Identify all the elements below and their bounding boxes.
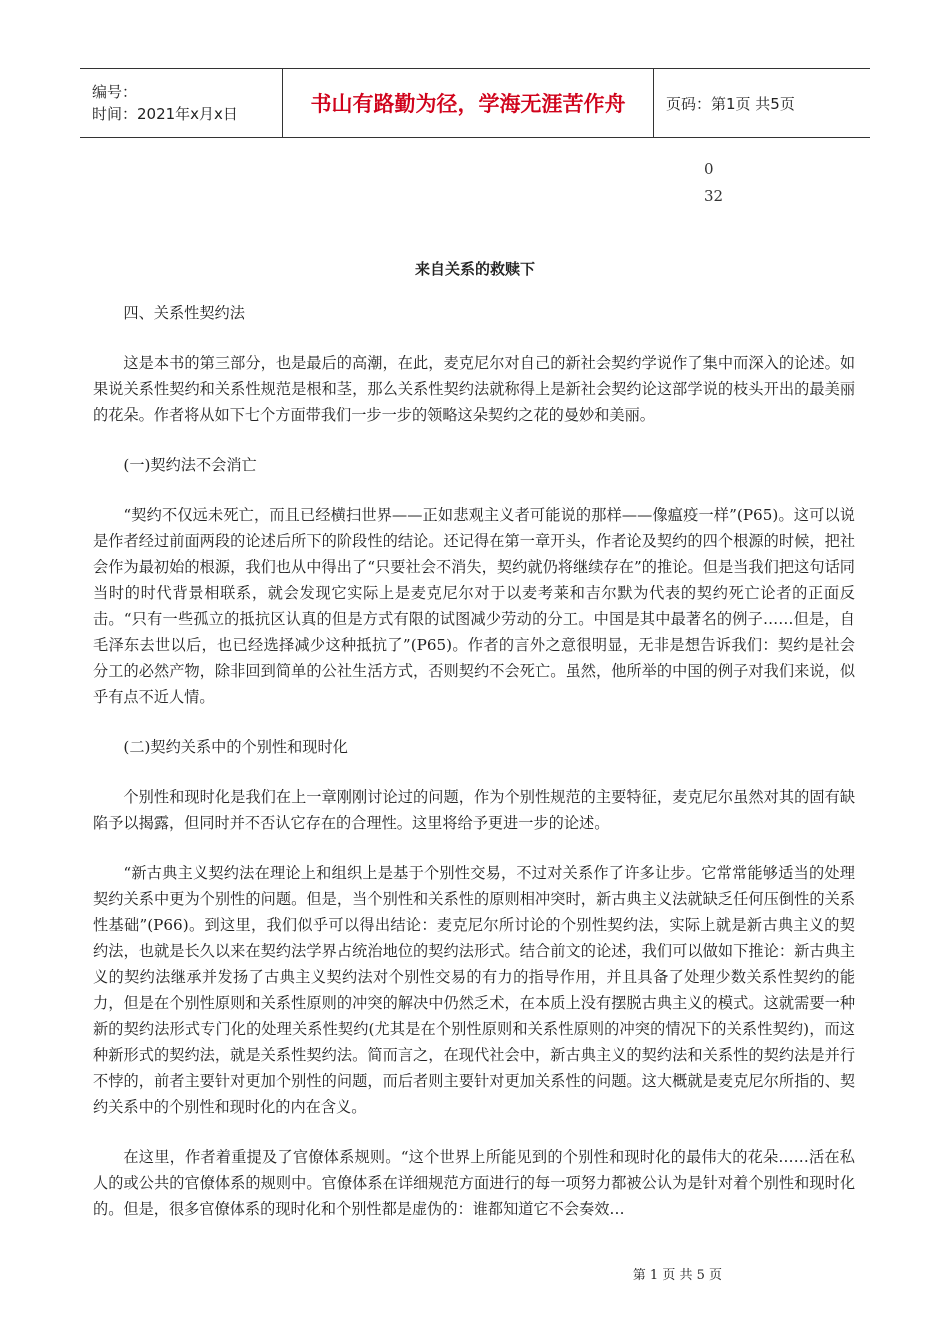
paragraph: 个别性和现时化是我们在上一章刚刚讨论过的问题，作为个别性规范的主要特征，麦克尼尔虽然对其的固有缺陷予以揭露，但同时并不否认它存在的合理性。这里将给予更进一步的论述。: [93, 788, 855, 832]
page-label: 页码：第1页 共5页: [666, 94, 795, 113]
number-label: 编号：: [92, 83, 138, 101]
page-header: [80, 68, 870, 138]
subsection-heading: (二)契约关系中的个别性和现时化: [123, 738, 348, 756]
clipped-fragment-1: 0: [704, 160, 714, 178]
document-title: 来自关系的救赎下: [414, 260, 535, 278]
document-body: [93, 300, 855, 1246]
paragraph: “契约不仅远未死亡，而且已经横扫世界——正如悲观主义者可能说的那样——像瘟疫一样”(P65)。这可以说是作者经过前面两段的论述后所下的阶段性的结论。还记得在第一章开头，作者论及契约的四个根源的时候，把社会作为最初始的根源，我们也从中得出了“只要社会不消失，契约就仍将继续存在”的推论。但是当我们把这句话同当时的时代背景相联系，就会发现它实际上是麦克尼尔对于以麦考莱和吉尔默为代表的契约死亡论者的正面反击。“只有一些孤立的抵抗区认真的但是方式有限的试图减少劳动的分工。中国是其中最著名的例子……但是，自毛泽东去世以后，也已经选择减少这种抵抗了”(P65)。作者的言外之意很明显，无非是想告诉我们：契约是社会分工的必然产物，除非回到简单的公社生活方式，否则契约不会死亡。虽然，他所举的中国的例子对我们来说，似乎有点不近人情。: [93, 506, 855, 706]
header-page: [654, 69, 870, 137]
section-heading: 四、关系性契约法: [123, 304, 245, 322]
page-footer: 第 1 页 共 5 页: [632, 1268, 722, 1283]
paragraph: “新古典主义契约法在理论上和组织上是基于个别性交易，不过对关系作了许多让步。它常常能够适当的处理契约关系中更为个别性的问题。但是，当个别性和关系性的原则相冲突时，新古典主义法就缺乏任何压倒性的关系性基础”(P66)。到这里，我们似乎可以得出结论：麦克尼尔所讨论的个别性契约法，实际上就是新古典主义的契约法，也就是长久以来在契约法学界占统治地位的契约法形式。结合前文的论述，我们可以做如下推论：新古典主义的契约法继承并发扬了古典主义契约法对个别性交易的有力的指导作用，并且具备了处理少数关系性契约的能力，但是在个别性原则和关系性原则的冲突的解决中仍然乏术，在本质上没有摆脱古典主义的模式。这就需要一种新的契约法形式专门化的处理关系性契约(尤其是在个别性原则和关系性原则的冲突的情况下的关系性契约)，而这种新形式的契约法，就是关系性契约法。简而言之，在现代社会中，新古典主义的契约法和关系性的契约法是并行不悖的，前者主要针对更加个别性的问题，而后者则主要针对更加关系性的问题。这大概就是麦克尼尔所指的、契约关系中的个别性和现时化的内在含义。: [93, 864, 855, 1116]
header-info: [80, 69, 282, 137]
subsection-heading: (一)契约法不会消亡: [123, 456, 257, 474]
paragraph: 在这里，作者着重提及了官僚体系规则。“这个世界上所能见到的个别性和现时化的最伟大的花朵……活在私人的或公共的官僚体系的规则中。官僚体系在详细规范方面进行的每一项努力都被公认为是针对着个别性和现时化的。但是，很多官僚体系的现时化和个别性都是虚伪的：谁都知道它不会奏效…: [93, 1148, 855, 1218]
motto-text: 书山有路勤为径，学海无涯苦作舟: [310, 92, 626, 116]
clipped-fragment-2: 32: [704, 187, 724, 205]
paragraph: 这是本书的第三部分，也是最后的高潮，在此，麦克尼尔对自己的新社会契约学说作了集中而深入的论述。如果说关系性契约和关系性规范是根和茎，那么关系性契约法就称得上是新社会契约论这部学说的枝头开出的最美丽的花朵。作者将从如下七个方面带我们一步一步的领略这朵契约之花的曼妙和美丽。: [93, 354, 855, 424]
time-label: 时间：2021年x月x日: [92, 105, 238, 123]
header-motto: [282, 69, 654, 137]
